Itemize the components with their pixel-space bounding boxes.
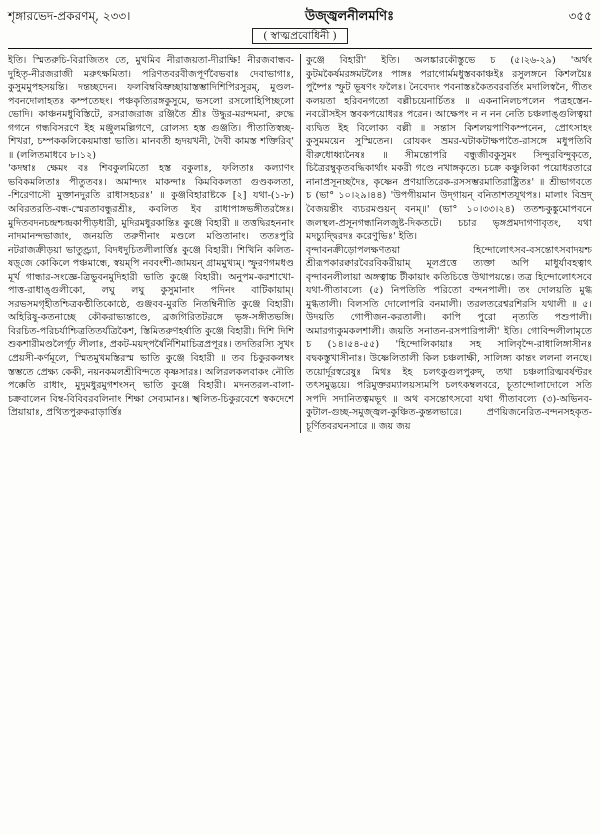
right-paragraph-2: বৃন্দাবনক্রীড়োপলক্ষণতয়া হিন্দোলোৎসব-বসন্তোৎসবাদয়শ্চ শ্রীরূপকারক্বারবৈরবিকরীয়াম্‌ মূলপ্রত্তে ত্যক্তা অপি মাধুর্যাবহত্বাৎ বৃন্দাবনলীলায়া অঙ্গত্বাচ্চ টীকায়াং কতিচিত্তে উথাপয়ন্তে। তত্র হিন্দোলোৎসবে যথা-গীতাবল্যে (৫) নিপতিতি পরিতো বন্দনপালী। তং দোলয়তি মুগ্ধ মুগ্ধতালী। বিলসতি দোলোপরি বনমালী। তরলতরেশ্বরশিরসি যথালী ॥ ৫। উদয়তি গোপীজন-করতালী। কাপি পুরো নৃত্যতি পশুপালী। অমারগ্যকুমকলশালী। জয়তি সনাতন-রসপারিপালী' ইতি। গোবিন্দলীলামৃতে চ (১৪।৫৪-৫৫) 'হিন্দোলিকায়াঃ সহ সালিবৃন্দৈ-রাধালিঙ্গাসীনঃ বদ্বকস্তুখাসীনাঃ। উষ্ণেলিতালী কিল চঞ্চলাক্ষী, সালিঙ্গ্য কান্তং ললনা লনছে। তয়োর্দূরস্বরেষুঃ মিথঃ ইহ চলৎকুগুলপুরুদ্‌, তথা চঞ্চলারিত্মবর্ষণ্টরং তৎসমুদ্ভয়ে। পরিমুক্তরম্যালয়স্যমপি চলৎকম্বলবরে, চূতান্দোলাদোলে সতি সপদি সদানিতত্বমভূৎ ॥ অথ বসন্তোৎসবো যথা গীতাবল্যে (৩)-অভিনব-কুটাল-গুচ্ছ-সমুজ্জ্বল-কুঞ্চিত-কুন্তলভারে। প্রণয়িজনেরিত-বন্দনসহকৃত-চূর্ণিতবরঘনসারে ॥ জয় জয় xyxy=(306,244,592,432)
page-number: ৩৫৫ xyxy=(568,9,592,23)
left-paragraph-1: ইতি। স্মিতরুচি-বিরাজিতং তে, মুখমিব নীরাজয়তা-দীরাক্ষি! নীরজবান্ধব-দুহিতৃ-নীরজরাজী মরুৎক্ষমিতা। পরিণতবরবীজপূর্ণবৈভবাঃ দেবাভাগাঃ, কুসুমমুপহসয়ন্তি। দন্তচ্ছদেন। ফলবিম্ববিভ্রুচ্ছায়াস্তম্ভাদিশিপিরসুরম্, মুণ্ডল-পবনদোলাহতঃ কম্পতেছং। পঞ্চকৃত্যিরঙ্গকুসুমে, ভসলো রসলোহিপিচ্ছলো ভোদি। কাঞ্চনমধুবিস্তিটে, রসরাজরাজ রঞ্জিতৈ শ্রীঃ উদ্ধুর-মরন্দমনা, রুদ্ধে গগনে গন্ধবিসরণে ইহ মঞ্জুলমল্লিগণে, রোলস্য হস্ত গুঞ্জতি। পীতাতিস্বচ্ছ-শিখরা, চম্পককলিকেয়মাত্তা ভাতি। মানবতী হৃদয়খনী, দৈবী কামস্ত শক্তিরিব্‌' ॥ (ললিতমাধবে ৮।১২) xyxy=(8,55,294,161)
left-column xyxy=(8,54,294,433)
chapter-heading: শৃঙ্গারভেদ-প্রকরণম্‌, ২৩৩। xyxy=(8,9,131,23)
commentary-title-box xyxy=(8,28,592,44)
right-paragraph-1: কুঞ্জে বিহারী' ইতি। অলঙ্কারকৌস্তুভে চ (৫।২৬-২৯) 'অর্থং কুটমকৈর্ষমরঙ্গমটলৈঃ পাঙ্গঃ পরাগোর্মমধুস্তবকাঞ্চইঃ রসুলঙ্গনে কিশলয়ৈঃ পুষ্পৈঃ স্ফুট ভূষণং ফলৈঃ। নৈবেদ্যং পবনাস্তঃকৈতবরবর্তিং মদালিস্বনৈ, গীতং কলয়তা হরিবনগতো বল্লীচয়েনার্চিতঃ ॥ একনানিলচপলেন পত্রহস্তেন-নবরৌসইস স্তবকপয়োধরঃ পরেন। আক্ষেপং ন ন নন নেতি চঞ্চলাঙ্গুলিত্বয়া ব্যদ্বিত ইহ বিলোক্য বল্লী ॥ সন্তাস কিশলয়পাণিকম্পনেন, প্রোৎসাহং কুসুমময়েন সুস্মিতেন। রোযকং ভ্রমর-ঘটাকটাক্ষপাতৈ-রাসঙ্গে মধুপতিবি বীরুধোধ্ব্যনৈষঃ ॥ সীমন্তোপরি বন্ধুজীবকুসুমং সিন্দুরবিন্দুকৃতে, চিত্রৈরম্বুকৃতবদ্ধিকার্থাং মকরী গণ্ডে নখাঙ্গকৃতে। চক্রে কঞ্চুলিকা পয়োধরতারে নানাপ্রসূনচ্ছদৈঃ, কৃষ্ণেন প্রণয়াতিরেক-রসসম্ভরমাতিরাষ্ট্রিতঃ' ॥ শ্রীভাগবতে চ (ভা° ১০।২৯।৪৪) 'উপগীয়মান উদ্‌গায়ন্‌ বনিতাশতযূথপঃ। মালাং বিভ্রদ্‌ বৈজয়ন্তীং ব্যচরমণ্ডয়ন্‌ বনম্‌॥' (ভা° ১০।৩৩।২৪) ততশ্চকুঙ্কুমোপবনে জলস্থল-প্রসূনগন্ধানিলজুষ্ট-দিকতটে। চচার ভৃঙ্গপ্রমদাগণাবৃতং, যথা মদচ্যুদ্দ্বিরদঃ করেণুভিঃ' ইতি। xyxy=(306,55,592,243)
page-header xyxy=(8,8,592,25)
header-rule xyxy=(8,48,592,49)
book-title: উজ্জ্বলনীলমণিঃ xyxy=(304,9,395,24)
left-paragraph-2: 'কদম্বাঃ ক্ষেমং বঃ শিবকুলমিতো হস্ত বকুলাঃ, ফলিতাঃ কল্যাণং ভবিকমলিতাঃ পীতুতবঃ। অমান্দ্যং মাকন্দাঃ কিমবিকলতা গুণ্ডকলতা, -শিরেণাসৌ মুক্তানদুরতি রাধাসহচরঃ' ॥ কুঞ্জবিহারাষ্টকে [২] যথা-(১-৮) অবিরতরতি-বন্ধ-স্মেরতাবন্ধুরশ্রীঃ, কবলিত ইব রাধাপাঙ্গভঙ্গীতরঙ্গৈঃ। মুদিতবদনচন্দ্রশ্চন্দ্রকাপীড়ধারী, মুদিরমধুরকান্তিঃ কুঞ্জে বিহারী ॥ তত্তদ্বিরহননাং নাদমানন্দভাজাং, জনয়তি তরুণীনাং মণ্ডলে মণ্ডিতানাং। ততঃপুরি নটরাজক্রীড়য়া ভাতুণ্ড্র্যা, বিদধদুচিতলীলার্ত্তিঃ কুঞ্জে বিহারী। শিখিনি কলিত-ষড়্‌জে কোকিলে পঞ্চমান্ধে, স্বয়ম্‌পি নববংশী-জাময়ন্‌ গ্রামমুখ্যম্‌। স্ফুরণগমধণ্ড মূর্খ গান্ধার-সংজ্ঞে-ত্রিভুবনমুদিহারী ভাতি কুঞ্জে বিহারী। অনুপম-করশাখো-পাত্ত-রাধাঙ্গুলীকো, লঘু লঘু কুসুমানাং পদিনং বাটিকায়াম্‌। সরভসমগৃহীতশ্চিত্রকণ্ঠীতিকোষ্ঠে, গুঞ্জবব-মুরতি নিতম্বিনীতি কুঞ্জে বিহারী। অহিরিষু-কতনাচ্ছে কৌকরাভ্যন্তাণ্ডে, ব্রজগিরিতটরঙ্গে ভৃঙ্গ-সঙ্গীতভঙ্গি। বিরচিত-পরিচর্যাশ্চিত্রতিতর্যত্রিকৈশ, স্তিমিতরুণহর্ষাতি কুঞ্জে বিহারী। দিশি দিশি শুকশারীমণ্ডলৈর্গূঢ় লীলাঃ, প্রকট-ময়দ্‌পর্ষৈর্নিশিমাচিত্রপ্রপূরঃ। তদতিরস্যি সুখং প্রেয়সী-কর্ণমূলে, স্মিতমুখমস্তিরস্ম ভাতি কুঞ্জে বিহারী ॥ তব চিকুরকলম্বং স্তম্ভতে প্রেক্ষ্য কেকী, নয়নকমলশ্রীবিন্দতে কৃষ্ণসারঃ। অলিরলকলবাকং নৌতি পক্কেতি রাধাং, মুদুমধুরমুগশংসন্‌ ভাতি কুঞ্জে বিহারী। মদনতরল-বালা-চক্রবালেন বিম্ব-বিবিবরবলিনাং শিক্ষা সেব্যমানঃ। স্খলিত-চিকুরবেশে স্বকদেশে প্রিয়ায়াঃ, প্রথিতপুরুকরাড়ার্ত্তিঃ xyxy=(8,163,294,419)
right-column xyxy=(306,54,592,433)
text-columns xyxy=(8,54,592,433)
commentary-title: ( স্বাত্মপ্রবোধিনী ) xyxy=(252,28,348,44)
